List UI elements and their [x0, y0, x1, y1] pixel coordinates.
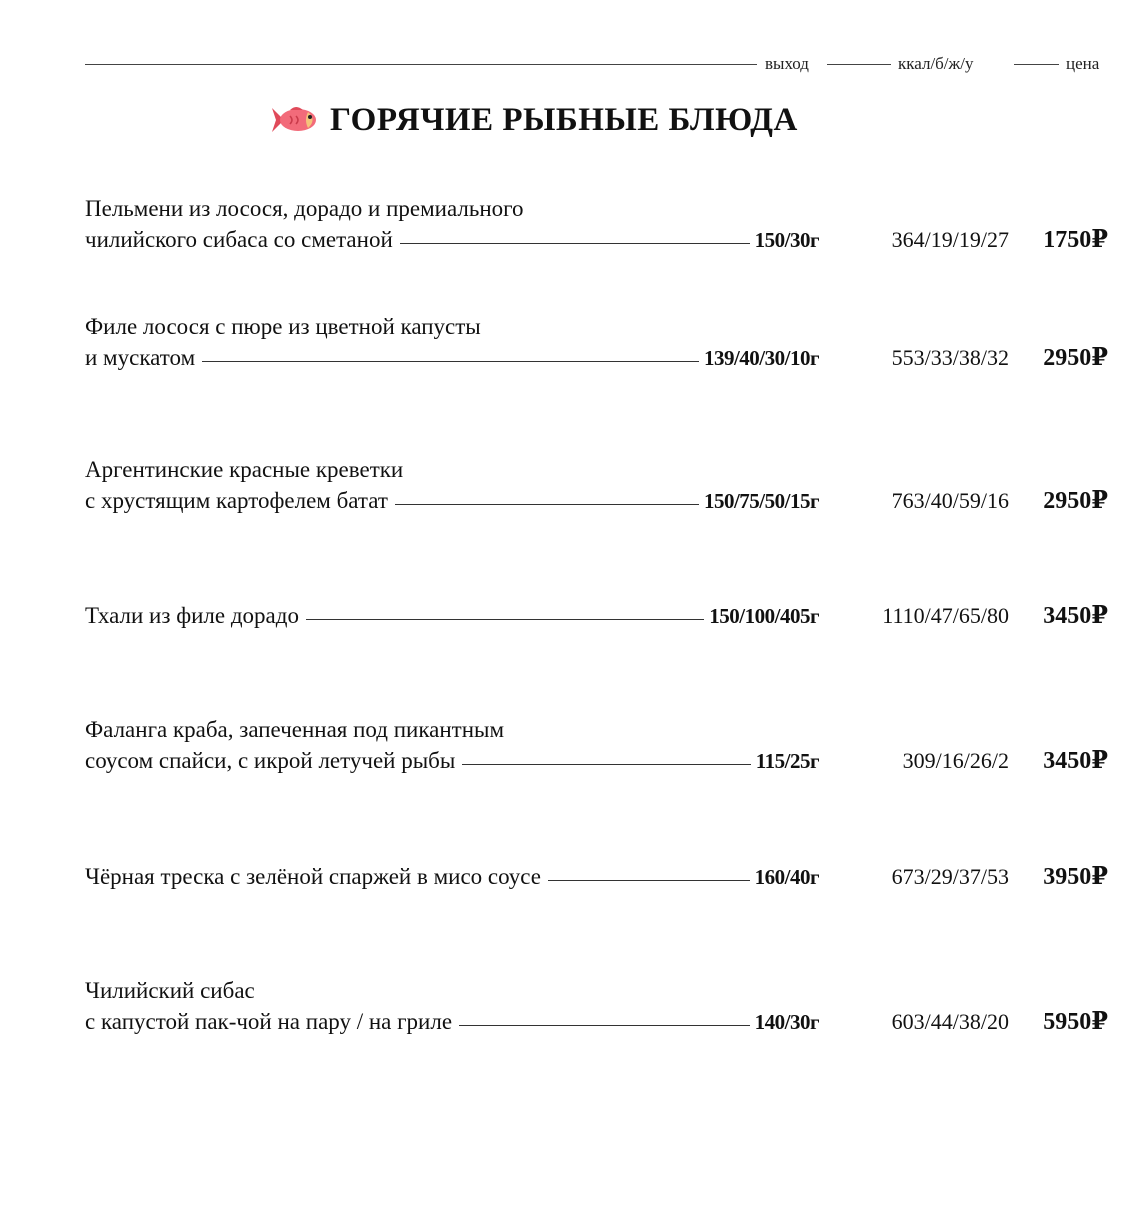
item-name: Чёрная треска с зелёной спаржей в мисо соусе [85, 864, 541, 889]
item-name-line1: Филе лосося с пюре из цветной капусты [85, 314, 481, 339]
menu-item [85, 976, 1108, 1037]
header-price-label: цена [1066, 54, 1100, 73]
item-weight: 150/100/405г [709, 604, 819, 628]
header-nutrition-label: ккал/б/ж/у [898, 54, 974, 73]
section-title [270, 98, 798, 142]
menu-item [85, 861, 1108, 892]
item-name: Тхали из филе дорадо [85, 603, 299, 628]
item-nutrition: 364/19/19/27 [891, 227, 1009, 252]
leader-line [462, 764, 750, 765]
item-nutrition: 553/33/38/32 [891, 345, 1009, 370]
item-nutrition: 673/29/37/53 [891, 864, 1009, 889]
item-price: 2950₽ [1043, 345, 1108, 371]
item-name-line1: Пельмени из лосося, дорадо и премиального [85, 196, 524, 221]
leader-line [395, 504, 699, 505]
item-price: 3450₽ [1043, 748, 1108, 774]
item-nutrition: 309/16/26/2 [902, 748, 1009, 773]
item-nutrition: 603/44/38/20 [891, 1009, 1009, 1034]
menu-item [85, 455, 1108, 516]
item-name-line2: с хрустящим картофелем батат [85, 488, 388, 513]
item-price: 2950₽ [1043, 488, 1108, 514]
menu-item [85, 600, 1108, 631]
leader-line [306, 619, 704, 620]
header-rule [1014, 64, 1059, 65]
item-name-line2: с капустой пак-чой на пару / на гриле [85, 1009, 453, 1034]
item-nutrition: 763/40/59/16 [891, 488, 1009, 513]
item-price: 3450₽ [1043, 603, 1108, 629]
item-nutrition: 1110/47/65/80 [882, 603, 1009, 628]
item-name-line2: чилийского сибаса со сметаной [85, 227, 393, 252]
leader-line [400, 243, 750, 244]
header-rule [827, 64, 891, 65]
column-header [85, 52, 1108, 76]
item-weight: 115/25г [755, 749, 819, 773]
item-name-line2: и мускатом [85, 345, 196, 370]
section-title-text: ГОРЯЧИЕ РЫБНЫЕ БЛЮДА [330, 101, 798, 138]
item-price: 3950₽ [1043, 864, 1108, 890]
item-name-line1: Чилийский сибас [85, 978, 255, 1003]
item-name-line1: Аргентинские красные креветки [85, 457, 404, 482]
item-weight: 139/40/30/10г [703, 346, 819, 370]
item-name-line2: соусом спайси, с икрой летучей рыбы [85, 748, 456, 773]
menu-item [85, 312, 1108, 373]
item-weight: 140/30г [754, 1010, 819, 1034]
header-weight-label: выход [765, 54, 809, 73]
fish-icon [270, 104, 318, 136]
leader-line [202, 361, 699, 362]
item-price: 5950₽ [1043, 1009, 1108, 1035]
leader-line [548, 880, 750, 881]
item-weight: 150/75/50/15г [703, 489, 819, 513]
item-name-line1: Фаланга краба, запеченная под пикантным [85, 717, 505, 742]
item-weight: 160/40г [754, 865, 819, 889]
menu-item [85, 194, 1108, 255]
header-rule [85, 64, 757, 65]
item-weight: 150/30г [754, 228, 819, 252]
item-price: 1750₽ [1043, 227, 1108, 253]
menu-item [85, 715, 1108, 776]
leader-line [459, 1025, 750, 1026]
